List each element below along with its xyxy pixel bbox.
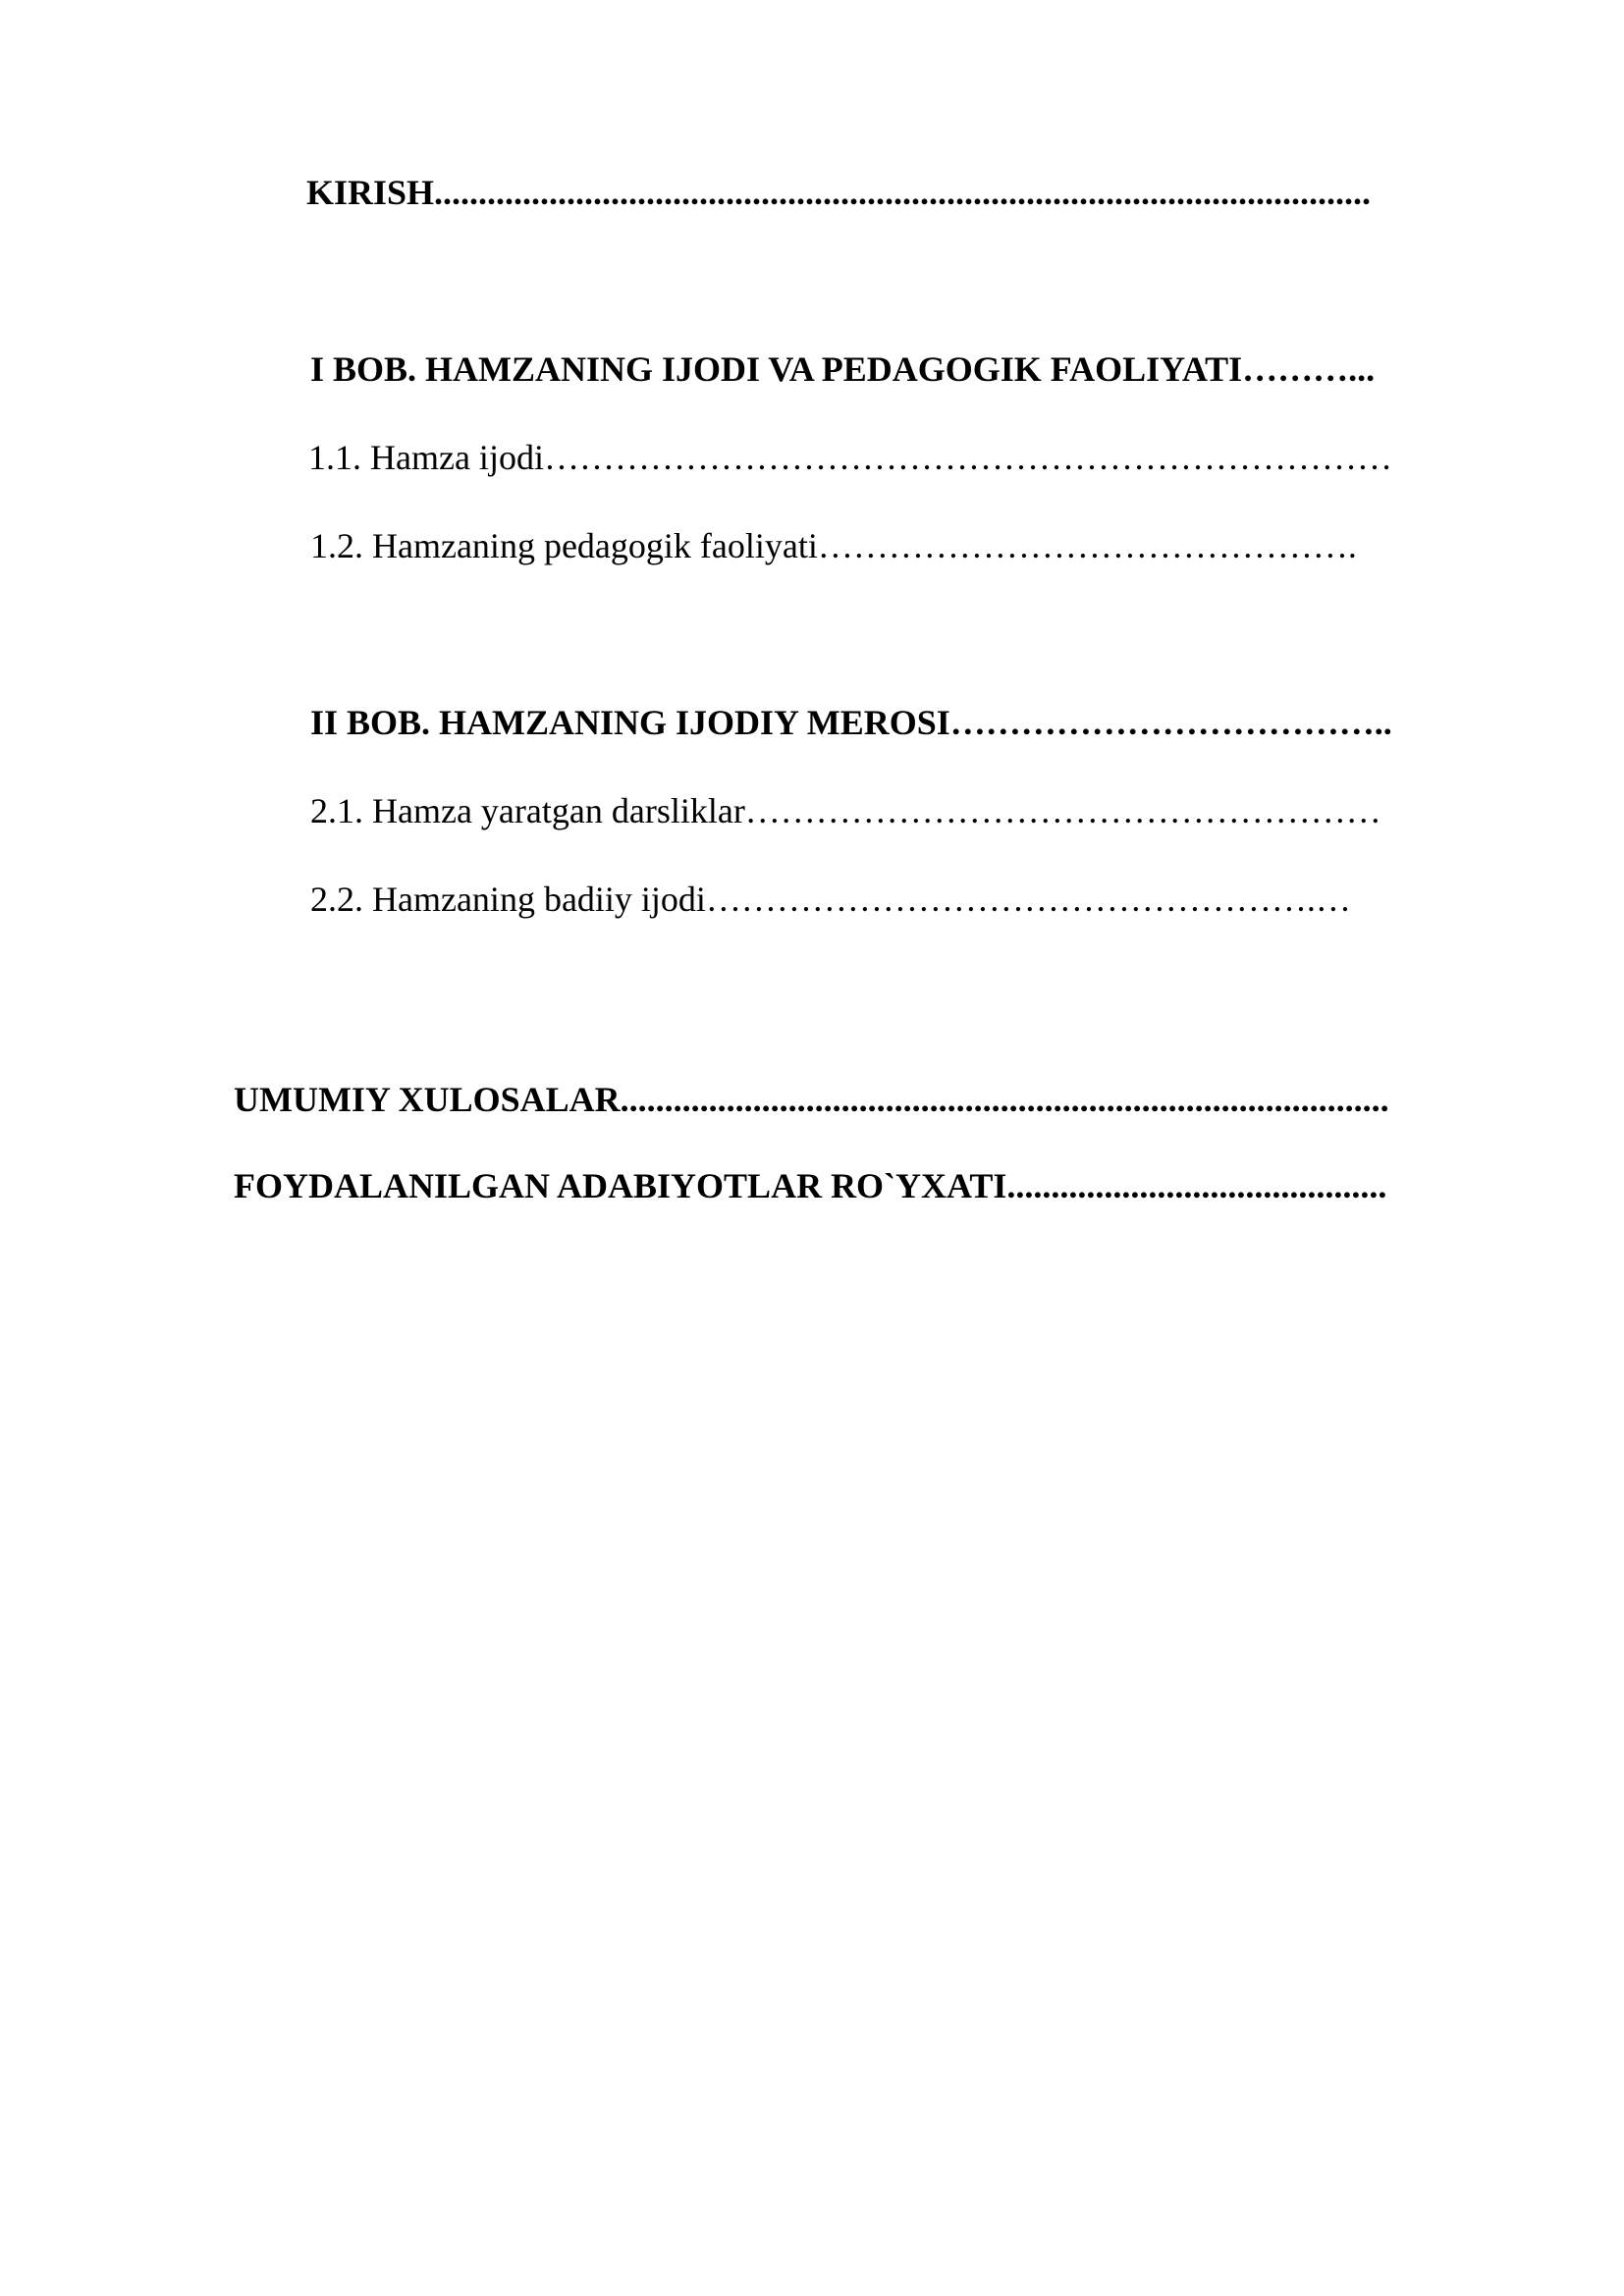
toc-entry-section-2-1: 2.1. Hamza yaratgan darsliklar……………………………………………… bbox=[310, 791, 1381, 830]
toc-entry-section-1-2: 1.2. Hamzaning pedagogik faoliyati………………………………………. bbox=[310, 526, 1357, 565]
toc-entry-references: FOYDALANILGAN ADABIYOTLAR RO`YXATI........................................... bbox=[234, 1166, 1387, 1205]
toc-entry-conclusions: UMUMIY XULOSALAR....................................................................................... bbox=[234, 1080, 1389, 1119]
toc-entry-chapter-1-title: I BOB. HAMZANING IJODI VA PEDAGOGIK FAOLIYATI………... bbox=[310, 349, 1376, 389]
toc-entry-section-2-2: 2.2. Hamzaning badiiy ijodi…………………………………………….… bbox=[310, 880, 1351, 919]
toc-entry-kirish: KIRISH.......................................................................................................... bbox=[306, 173, 1372, 212]
toc-entry-section-1-1: 1.1. Hamza ijodi……………………………………………………………… bbox=[308, 438, 1392, 477]
toc-entry-chapter-2-title: II BOB. HAMZANING IJODIY MEROSI……………………………….. bbox=[310, 703, 1392, 742]
